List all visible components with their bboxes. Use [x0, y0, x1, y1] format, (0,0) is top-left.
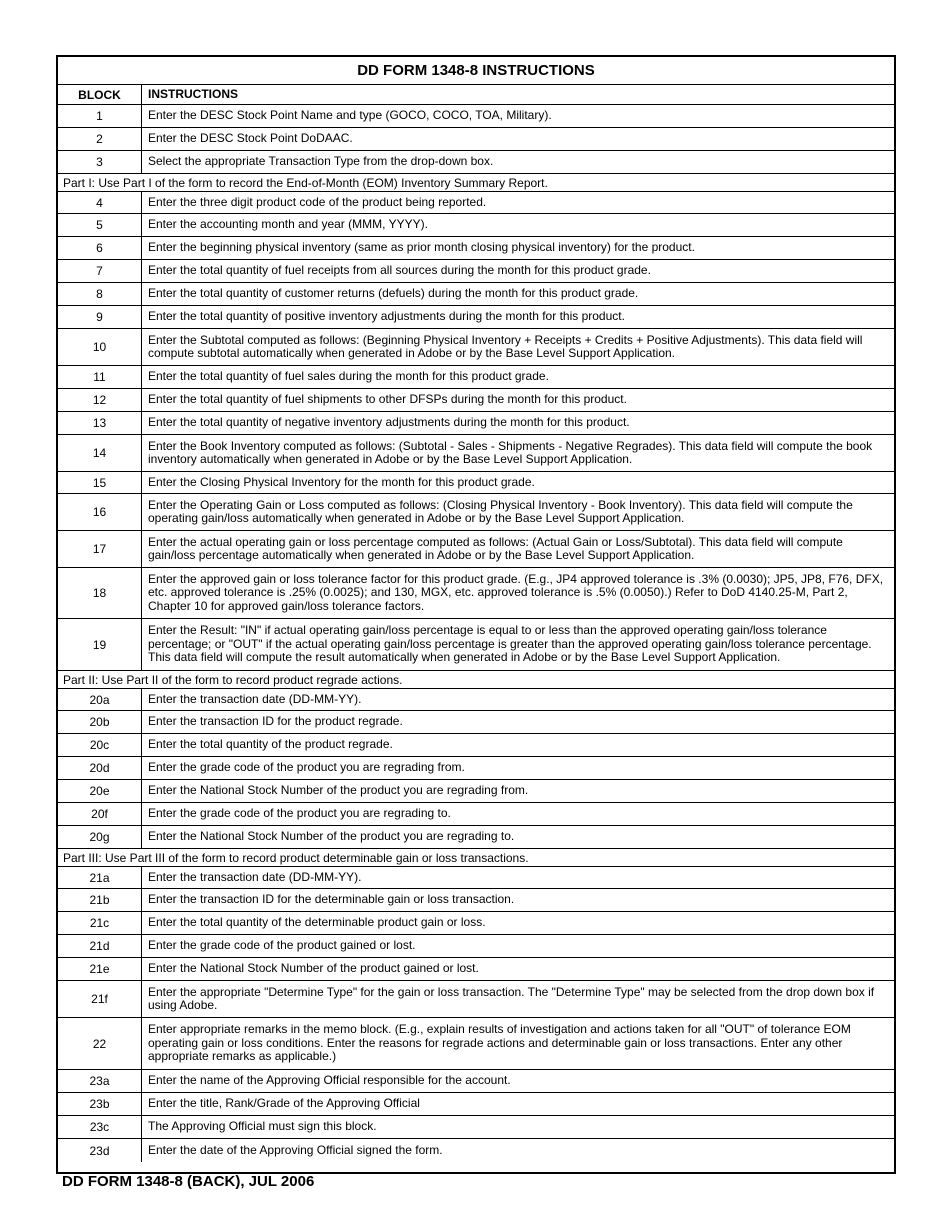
header-block: BLOCK [58, 85, 142, 104]
block-number: 20a [58, 689, 142, 710]
instruction-text: Enter the accounting month and year (MMM, YYYY). [148, 217, 428, 232]
instruction-text: Enter the Closing Physical Inventory for the month for this product grade. [148, 474, 535, 489]
table-row [58, 1018, 894, 1070]
table-row [58, 192, 894, 214]
table-row [58, 867, 894, 889]
instruction-text: Enter the transaction date (DD-MM-YY). [148, 691, 362, 706]
instruction-text: Select the appropriate Transaction Type from the drop-down box. [148, 154, 494, 169]
table-row [58, 958, 894, 981]
table-row [58, 128, 894, 151]
table-row [58, 912, 894, 935]
instruction-text: Enter the grade code of the product you are regrading from. [148, 760, 465, 775]
instruction-text: The Approving Official must sign this block. [148, 1119, 377, 1134]
block-number: 19 [58, 619, 142, 670]
block-number: 20g [58, 826, 142, 848]
table-row [58, 803, 894, 826]
table-row [58, 1116, 894, 1139]
table-row [58, 619, 894, 671]
table-row [58, 214, 894, 237]
table-row [58, 531, 894, 568]
instruction-text: Enter the total quantity of the determinable product gain or loss. [148, 915, 486, 930]
block-number: 23c [58, 1116, 142, 1138]
instruction-text: Enter the total quantity of customer returns (defuels) during the month for this product grade. [148, 286, 639, 301]
instruction-text: Enter the total quantity of negative inventory adjustments during the month for this product. [148, 415, 630, 430]
table-row [58, 494, 894, 531]
block-number: 1 [58, 105, 142, 127]
block-number: 6 [58, 237, 142, 259]
table-row [58, 435, 894, 472]
block-number: 9 [58, 306, 142, 328]
block-number: 16 [58, 494, 142, 530]
block-number: 20b [58, 711, 142, 733]
table-row [58, 689, 894, 711]
table-row [58, 826, 894, 849]
block-number: 21b [58, 889, 142, 911]
table-row [58, 472, 894, 494]
instruction-text: Enter the Subtotal computed as follows: (Beginning Physical Inventory + Receipts + Credits + Positive Adjustments). This data field will compute subtotal automatically when generated in Adobe or by the Base Level Support Application. [148, 332, 863, 360]
block-number: 22 [58, 1018, 142, 1069]
instruction-text: Enter the approved gain or loss tolerance factor for this product grade. (E.g., JP4 approved tolerance is .3% (0.0030); JP5, JP8, F76, DFX, etc. approved tolerance is .25% (0.0025); and 130, MGX, etc. approved tolerance is .5% (0.0050).) Refer to DoD 4140.25-M, Part 2, Chapter 10 for approved gain/loss tolerance factors. [148, 571, 884, 613]
instruction-text: Enter the DESC Stock Point Name and type (GOCO, COCO, TOA, Military). [148, 108, 552, 123]
instruction-text: Enter the National Stock Number of the product gained or lost. [148, 961, 479, 976]
table-row [58, 1070, 894, 1093]
instruction-text: Enter the Operating Gain or Loss computed as follows: (Closing Physical Inventory - Book Inventory). This data field will compute the operating gain/loss automatically when generated in Adobe or by the Base Level Support Application. [148, 497, 853, 525]
table-row [58, 151, 894, 174]
instruction-text: Enter the beginning physical inventory (same as prior month closing physical inventory) for the product. [148, 240, 695, 255]
header-instructions: INSTRUCTIONS [148, 86, 238, 101]
table-row [58, 329, 894, 366]
instruction-text: Enter the total quantity of positive inventory adjustments during the month for this product. [148, 309, 625, 324]
instruction-text: Enter the Result: "IN" if actual operating gain/loss percentage is equal to or less than the approved operating gain/loss tolerance percentage; or "OUT" if the actual operating gain/loss percentage is greater than the approved operating gain/loss tolerance percentage. This data field will compute the result automatically when generated in Adobe or by the Base Level Support Application. [148, 623, 872, 665]
instruction-text: Enter the three digit product code of the product being reported. [148, 194, 487, 209]
table-row [58, 306, 894, 329]
form-title: DD FORM 1348-8 INSTRUCTIONS [58, 57, 894, 85]
block-number: 21c [58, 912, 142, 934]
block-number: 11 [58, 366, 142, 388]
block-number: 23d [58, 1139, 142, 1162]
table-row [58, 757, 894, 780]
part-heading: Part I: Use Part I of the form to record the End-of-Month (EOM) Inventory Summary Report. [58, 174, 894, 192]
block-number: 15 [58, 472, 142, 493]
instruction-text: Enter the total quantity of fuel sales during the month for this product grade. [148, 369, 549, 384]
block-number: 17 [58, 531, 142, 567]
part-heading: Part III: Use Part III of the form to record product determinable gain or loss transactions. [58, 849, 894, 867]
form-footer: DD FORM 1348-8 (BACK), JUL 2006 [62, 1173, 315, 1190]
block-number: 13 [58, 412, 142, 434]
instruction-text: Enter the DESC Stock Point DoDAAC. [148, 131, 353, 146]
instructions-table [56, 55, 896, 1174]
table-row [58, 780, 894, 803]
block-number: 8 [58, 283, 142, 305]
table-row [58, 1139, 894, 1162]
instruction-text: Enter the transaction date (DD-MM-YY). [148, 869, 362, 884]
table-row [58, 260, 894, 283]
instruction-text: Enter the National Stock Number of the product you are regrading to. [148, 829, 515, 844]
block-number: 21e [58, 958, 142, 980]
block-number: 20e [58, 780, 142, 802]
block-number: 21d [58, 935, 142, 957]
table-row [58, 1093, 894, 1116]
instruction-text: Enter the total quantity of fuel shipments to other DFSPs during the month for this product. [148, 392, 627, 407]
block-number: 2 [58, 128, 142, 150]
instruction-text: Enter the National Stock Number of the product you are regrading from. [148, 783, 529, 798]
table-row [58, 711, 894, 734]
block-number: 5 [58, 214, 142, 236]
instruction-text: Enter the grade code of the product gained or lost. [148, 938, 416, 953]
instruction-text: Enter the total quantity of fuel receipts from all sources during the month for this product grade. [148, 263, 651, 278]
header-row [58, 85, 894, 105]
table-row [58, 734, 894, 757]
block-number: 20c [58, 734, 142, 756]
block-number: 12 [58, 389, 142, 411]
instruction-text: Enter the appropriate "Determine Type" for the gain or loss transaction. The "Determine Type" may be selected from the drop down box if using Adobe. [148, 984, 875, 1012]
instruction-text: Enter the grade code of the product you are regrading to. [148, 806, 451, 821]
instruction-text: Enter the name of the Approving Official responsible for the account. [148, 1073, 511, 1088]
block-number: 7 [58, 260, 142, 282]
table-row [58, 981, 894, 1018]
block-number: 18 [58, 568, 142, 618]
block-number: 23a [58, 1070, 142, 1092]
part-heading: Part II: Use Part II of the form to record product regrade actions. [58, 671, 894, 689]
block-number: 10 [58, 329, 142, 365]
block-number: 21a [58, 867, 142, 888]
block-number: 21f [58, 981, 142, 1017]
instruction-text: Enter the total quantity of the product regrade. [148, 737, 393, 752]
instruction-text: Enter the Book Inventory computed as follows: (Subtotal - Sales - Shipments - Negative Regrades). This data field will compute the book inventory automatically when generated in Adobe or by the Base Level Support Application. [148, 438, 873, 466]
table-row [58, 389, 894, 412]
block-number: 20f [58, 803, 142, 825]
instruction-text: Enter the actual operating gain or loss percentage computed as follows: (Actual Gain or Loss/Subtotal). This data field will compute gain/loss percentage automatically when generated in Adobe or by the Base Level Support Application. [148, 534, 843, 562]
instruction-text: Enter the transaction ID for the determinable gain or loss transaction. [148, 892, 515, 907]
instruction-text: Enter appropriate remarks in the memo block. (E.g., explain results of investigation and actions taken for all "OUT" of tolerance EOM operating gain or loss conditions. Enter the reasons for regrade actions and determinable gain or loss transactions. Enter any other appropriate remarks as applicable.) [148, 1022, 851, 1064]
block-number: 14 [58, 435, 142, 471]
table-row [58, 412, 894, 435]
instruction-text: Enter the transaction ID for the product regrade. [148, 714, 403, 729]
block-number: 3 [58, 151, 142, 173]
instruction-text: Enter the date of the Approving Official signed the form. [148, 1142, 443, 1157]
block-number: 23b [58, 1093, 142, 1115]
instruction-text: Enter the title, Rank/Grade of the Approving Official [148, 1096, 420, 1111]
table-row [58, 366, 894, 389]
block-number: 4 [58, 192, 142, 213]
block-number: 20d [58, 757, 142, 779]
table-row [58, 935, 894, 958]
table-row [58, 568, 894, 619]
table-row [58, 237, 894, 260]
table-row [58, 889, 894, 912]
table-row [58, 105, 894, 128]
table-row [58, 283, 894, 306]
